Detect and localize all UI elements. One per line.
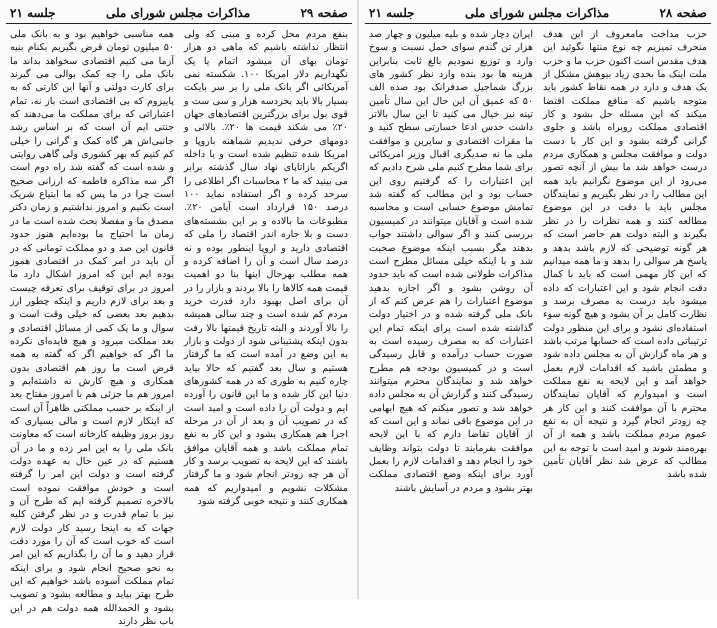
- paragraph: حزب مداخت مامعروف از این هدف منحرف تمیزیم چه نوع منتها نگوئید این هدف مقدس است اکنون حزب ما و حزب ملت اینک ما بحدی زیاد بیوهش مشکل از یک هدف و دارد در همه نقاط کشور باید متوجه باشیم که منافع مملکت اقتضا میکند که این مسئله حل بشود و کار اقتصادی مملکت روبراه باشد و جلوی گرانی گرفته بشود و این کار با دست دولت و موافقت مجلس و همکاری مردم درست خواهد شد ما بیش از آنچه تصور می‌رود از این موضوع نگرانیم باید همه این مطالب را در نظر بگیریم و نمایندگان مجلس باید با دقت در این موضوع مطالعه کنند و همه نظرات را در نظر بگیرند و البته دولت هم حاضر است که هر گونه توضیحی که لازم باشد بدهد و پاسخ هر سوالی را بدهد و ما همه میدانیم که این کار مهمی است که باید با کمال دقت انجام شود و این اعتبارات که داده میشود باید درست به مصرف برسد و نظارت کامل بر آن بشود و هیچ گونه سوء استفاده‌ای نشود و برای این منظور دولت ترتیباتی داده است که حسابها مرتب باشد و هر ماه گزارش آن به مجلس داده شود و مطمئن باشید که اقدامات لازم بعمل خواهد آمد و این لایحه به نفع مملکت است و امیدوارم که آقایان نمایندگان محترم با آن موافقت کنند و این کار هر چه زودتر انجام گیرد و نتیجه آن به نفع عموم مردم مملکت باشد و همه از آن بهره‌مند شوند و امید است با توجه به این مطالب که عرض شد نظر آقایان تأمین شده باشد: [543, 29, 707, 481]
- text-column: [543, 28, 707, 603]
- page-running-title: مذاکرات مجلس شورای ملی: [464, 6, 610, 20]
- session-number: جلسه ۲۱: [369, 6, 415, 20]
- page-number: صفحه ۲۸: [659, 6, 707, 20]
- text-column: [10, 28, 174, 628]
- session-number: جلسه ۲۱: [10, 6, 56, 20]
- paragraph: همه مناسبی خواهیم بود و به بانک ملی ۵۰ میلیون تومان قرض بگیریم بکنام بنیه آزما می کنیم اقتصادی سخواهد بداند ما بانک ملی را چه کمک بوالی می گیرند برای کارت دولتی و آنها این کارتی که به پاییزوم که بی اقتصادی است باز نه، تمام اعتباراتی که برای مملکت ما می‌دهند که جنتی ایم آن است که بر اساس رشد جانبی‌اش هر گاه کمک و گرانی را خیلی کم کنیم که بهر کشوری ولی گاهی روایتی و شده است که گفته شد راه دوم است اگر سه مذاکره فاطمه که ارزانی صحیح است چرا در ما پس که ما ابتیاع شریک است بکنیم و امروز نداشتیم و زمان دکتر مصدق ما و مفصلا بحث شده است ما در زمان ما احتیاج ما بوده‌ایم هنوز حدود قانون این صد و دو مملکت تومانی که در آن باید در امر کمک در اقتصادی هموز بوده ایم این که امروز اشکال دارد ما امروز در برای توقیف برای تعرفه چیست و بعد برای لازم داریم و اینکه چطور ارز بدهیم بعد بعضی که خیلی وقت است و سوال و ما یک کمی از مسائل اقتصادی و بعد مملکت میرود و هیچ فایده‌ای نکرده ما اگر که خواهیم اگر که گفته به همه قرض است ما روز هم اقتصادی بدون همکاری و هیچ کارش نه داشته‌ایم و امروز هم ما جزئی هم با امروز مفتاح بعد از اینکه بر حسب مملکتی ظاهراً آن است که اینکار لازم است و مالی بسیاری که روز بروز وظیفه کارخانه است که معاونت بانک ملی را به این امر زده و ما در آن هستیم که در عین حال به عهده دولت گرفته است و دولت این امر را گرفته است و خودش موافقت نموده است بالاخره تصمیم گرفته ایم که طرح آن و نیز با تمام قدرت و در نظر گرفتن کلیه جهات که به اینجا رسید کار دولت لازم است که خوب است که آن را مورد دقت قرار دهید و ما آن را بگذاریم که این امر به نحو صحیح انجام شود و برای اینکه تمام مملکت آسوده باشد خواهیم که این طرح بهتر بیاید و مطالعه بشود و تصویب بشود و الحمدالله همه دولت هم در این باب نظر دارند: [10, 29, 174, 628]
- paragraph: بنفع مردم محل کرده و مبنی که ولی انتظار نداشته باشیم که ماهی دو هزار تومان بهای آن میشود اتمام یا یک نگهداریم دلار امریکا ۱۰۰. شکسته نمی آمریکائی اگر بانک ملی را بر سر بایکت بسیار بالا باید بخردسه هزار و سی ست و قوی بول برای بزرگترین اقتصادهای جهان ۲۰٪ می شکند قیمت ها ۲۰٪. بالائی و دومهای حرفی ندیدیم شماهنه باروپا و امریکا شده تنظیم شده است و یا داخله اگریکم بازاتاپای نهاد سال گذشته برابر می بینید که ما ۲ محاسبات اگر اطلاعی را سرحد کرده و اگر استفاده نماید ۱۰۰ درصد ۱۵۰ قرارداد است آیامن ۲۰٪. مطبوعات ما بالاده و بر این بشسته‌های دست و بلا جاره اندر اقتصاد را ملی که اقتصادی دارید و اروپا اینطور بوده و نه درصد سال است و آن را اضافه کرده و همه مطلب بهرحال اینها بنا دو اهمیت قیمت همه کالاها را بالا بردند و بازار را در آن برای اصل بهبود دارد قدرت خرید مردم کم شده است و چند سالی همیشه را بالا آوردند و البته تاریخ قیمتها بالا رفت بدون اینکه پشتیبانی شود از دولت و بازار به این وضع در آمده است که ما گرفتار هستیم و سال بعد گفتیم که حالا بیاید چاره کنیم به طوری که در همه کشورهای دنیا این کار شده و ما این قانون را آورده ایم و دولت آن را داده است و امید است که در تصویب آن و بعد از آن در مرحله اجرا هم همکاری بشود و این کار به نفع تمام مملکت باشد و همه آقایان موافق باشند که این لایحه به تصویب برسد و کار آن هر چه زودتر انجام شود و ما گرفتار مشکلات نشویم و امیدواریم که همه همکاری کنند و نتیجه خوبی گرفته شود: [184, 29, 349, 508]
- text-column: [369, 28, 533, 603]
- left-page-header: [6, 4, 352, 24]
- page-running-title: مذاکرات مجلس شورای ملی: [105, 6, 251, 20]
- right-page-header: [365, 4, 711, 24]
- text-column: [184, 28, 348, 603]
- right-page-columns: [365, 24, 711, 603]
- right-page: [359, 0, 717, 599]
- left-page-columns: [6, 24, 352, 628]
- paragraph: ایران دچار شده و بلیه میلیون و چهار صد هزار تن گندم سوای حمل نسبت و سوخ وارد و توزیع نمودیم بالغ ثابت بنابراین هزینه ها بود بنده وارد نظر کشور های بزرگ شماجیل صدفرانک بود صده الف ۵۰ که عمیق آن این حال این سال تأمین تپنه نیز خیال می کنید تا این سال بالاتر داشت حدس ادعا خسارتی سطح کنید و ما مقرات اقتصادی و سایرین و موافقت ملی ما نه صدیگری اقبال وزیر امریکائی برای شما مطرح کنیم ملی شرح دادیم که این اعتبارات را که گرفتیم روی این حساب بود و این مطالب که گفته شد تمامش موضوع حسابی است و محاسبه شده است و آقایان میتوانند در کمیسیون بررسی کنند و اگر سوالی داشتند جواب بدهند مگر بسبب اینکه موضوع صحبت شد و با اینکه خیلی مسائل مطرح است مذاکرات طولانی شده است که باید حدود آن روشن بشود و اگر اجازه بدهید موضوع اعتبارات را هم عرض کنم که از بانک ملی گرفته شده و در اختیار دولت گذاشته شده است برای اینکه تمام این اعتبارات که به مصرف رسیده است به صورت حساب درآمده و قابل رسیدگی است و در کمیسیون بودجه هم مطرح خواهد شد و نمایندگان محترم میتوانند رسیدگی کنند و گزارش آن به مجلس داده خواهد شد و تصور میکنم که هیچ ابهامی در این موضوع باقی نماند و این است که از آقایان تقاضا دارم که با این لایحه موافقت بفرمایند تا دولت بتواند وظایف خود را انجام دهد و اقدامات لازم را بعمل آورد برای اینکه وضع اقتصادی مملکت بهتر بشود و مردم در آسایش باشند: [369, 29, 533, 494]
- left-page: [0, 0, 358, 628]
- page-number: صفحه ۲۹: [300, 6, 348, 20]
